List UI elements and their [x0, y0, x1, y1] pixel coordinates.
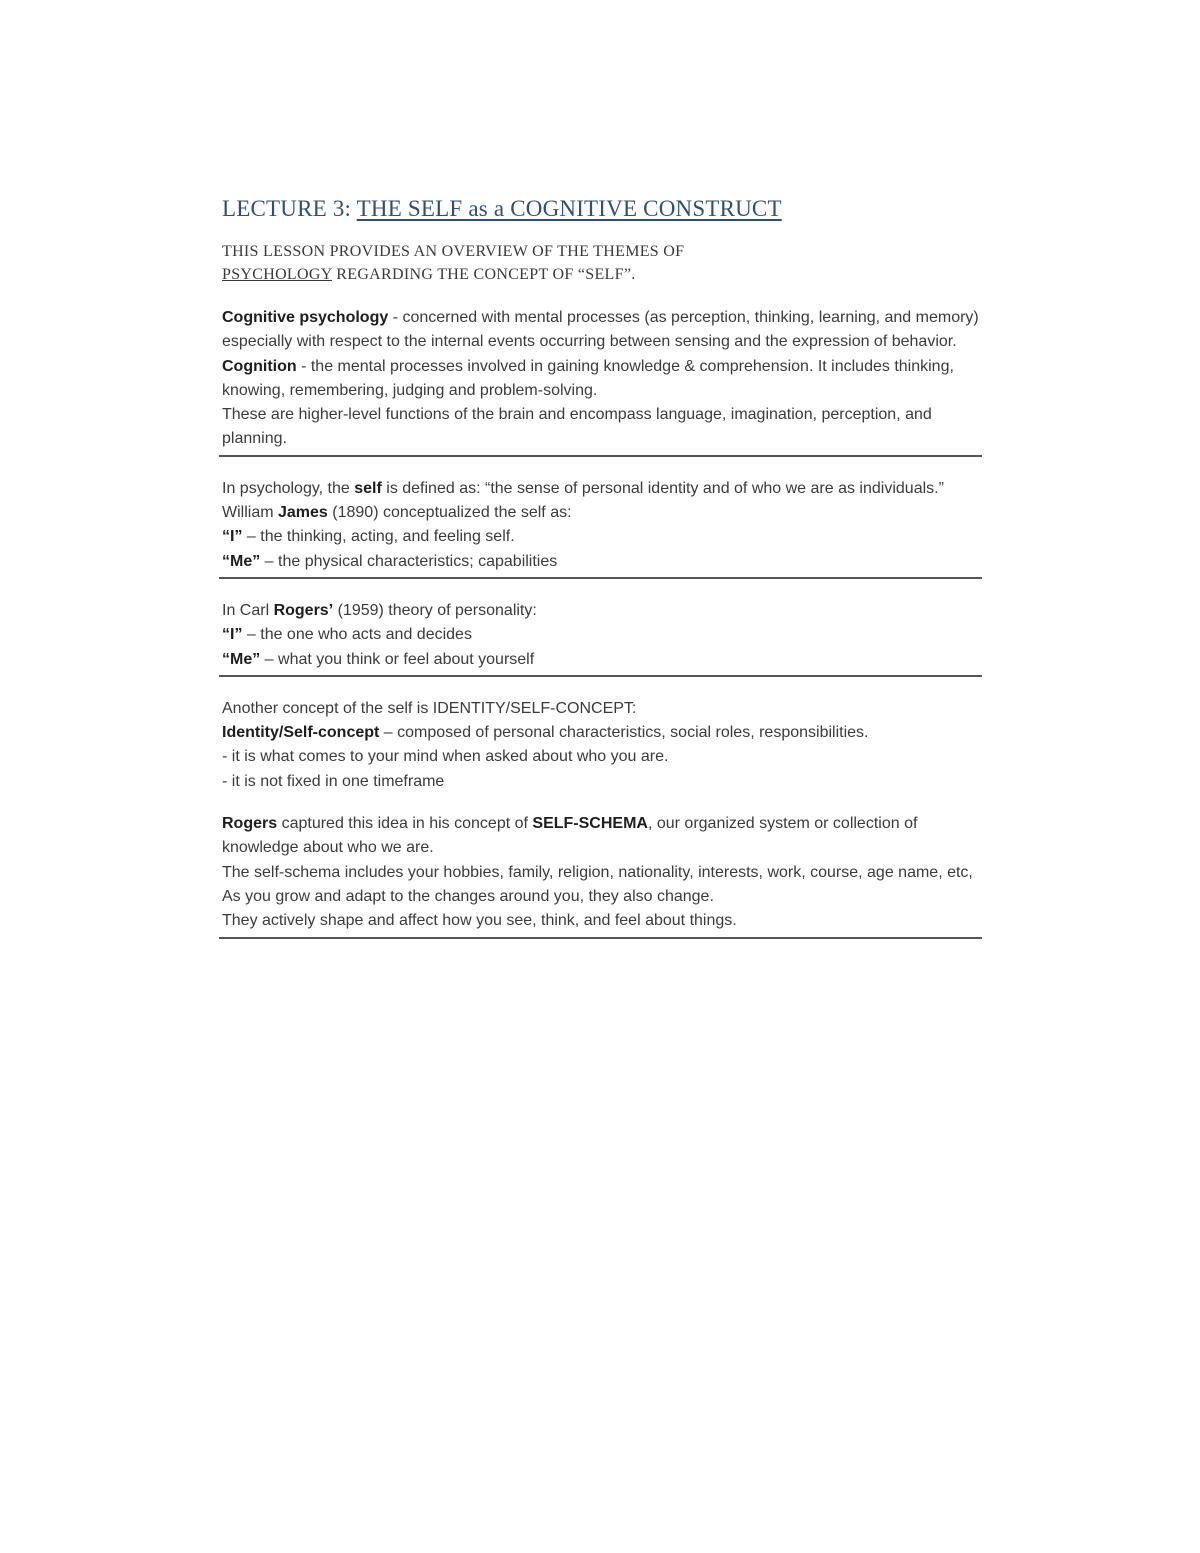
- cognitive-psychology-definition: Cognitive psychology - concerned with mental processes (as perception, thinking, learning, and memory) especially with respect to the internal events occurring between sensing and the expression of behavior.: [222, 309, 979, 351]
- intro-line2: REGARDING THE CONCEPT OF “SELF”.: [331, 266, 636, 283]
- term-self-schema: SELF-SCHEMA: [532, 815, 648, 833]
- rogers-me: “Me” – what you think or feel about yourself: [222, 650, 535, 668]
- identity-point-2: - it is not fixed in one timeframe: [222, 772, 445, 790]
- self-schema-change: As you grow and adapt to the changes around you, they also change.: [222, 887, 714, 905]
- term-rogers: Rogers’: [273, 601, 334, 619]
- self-schema-shape: They actively shape and affect how you see, think, and feel about things.: [222, 912, 737, 930]
- lesson-intro: [222, 240, 979, 286]
- section-identity: [222, 697, 979, 934]
- rogers-i: “I” – the one who acts and decides: [222, 626, 472, 644]
- identity-intro: Another concept of the self is IDENTITY/SELF-CONCEPT:: [222, 699, 637, 717]
- lecture-title: [222, 196, 979, 222]
- self-schema-definition: Rogers captured this idea in his concept of SELF-SCHEMA, our organized system or collection of knowledge about who we are.: [222, 815, 918, 857]
- term-cognitive-psychology: Cognitive psychology: [222, 309, 389, 326]
- divider: [219, 937, 982, 939]
- document-page: [222, 196, 979, 939]
- section-rogers: [222, 599, 979, 672]
- section-self-james: [222, 477, 979, 574]
- intro-underlined-word: PSYCHOLOGY: [222, 266, 332, 283]
- self-schema-includes: The self-schema includes your hobbies, family, religion, nationality, interests, work, course, age name, etc,: [222, 863, 973, 881]
- cognition-definition: Cognition - the mental processes involved in gaining knowledge & comprehension. It includes thinking, knowing, remembering, judging and problem-solving.: [222, 357, 954, 399]
- james-i: “I” – the thinking, acting, and feeling self.: [222, 528, 515, 546]
- term-self: self: [354, 479, 382, 497]
- higher-level-functions: These are higher-level functions of the brain and encompass language, imagination, perception, and planning.: [222, 406, 932, 448]
- term-james: James: [278, 504, 328, 522]
- rogers-intro: In Carl Rogers’ (1959) theory of personality:: [222, 601, 537, 619]
- james-intro: William James (1890) conceptualized the self as:: [222, 504, 572, 522]
- intro-line1: THIS LESSON PROVIDES AN OVERVIEW OF THE THEMES OF: [222, 243, 685, 260]
- title-underlined: THE SELF as a COGNITIVE CONSTRUCT: [356, 196, 782, 221]
- term-identity: Identity/Self-concept: [222, 724, 380, 742]
- section-cognition: [222, 306, 979, 452]
- title-prefix: LECTURE 3:: [222, 196, 357, 221]
- self-definition: In psychology, the self is defined as: “the sense of personal identity and of who we are as individuals.”: [222, 479, 944, 497]
- identity-point-1: - it is what comes to your mind when asked about who you are.: [222, 748, 669, 766]
- term-cognition: Cognition: [222, 357, 297, 375]
- identity-definition: Identity/Self-concept – composed of personal characteristics, social roles, responsibilities.: [222, 724, 869, 742]
- james-me: “Me” – the physical characteristics; capabilities: [222, 552, 558, 570]
